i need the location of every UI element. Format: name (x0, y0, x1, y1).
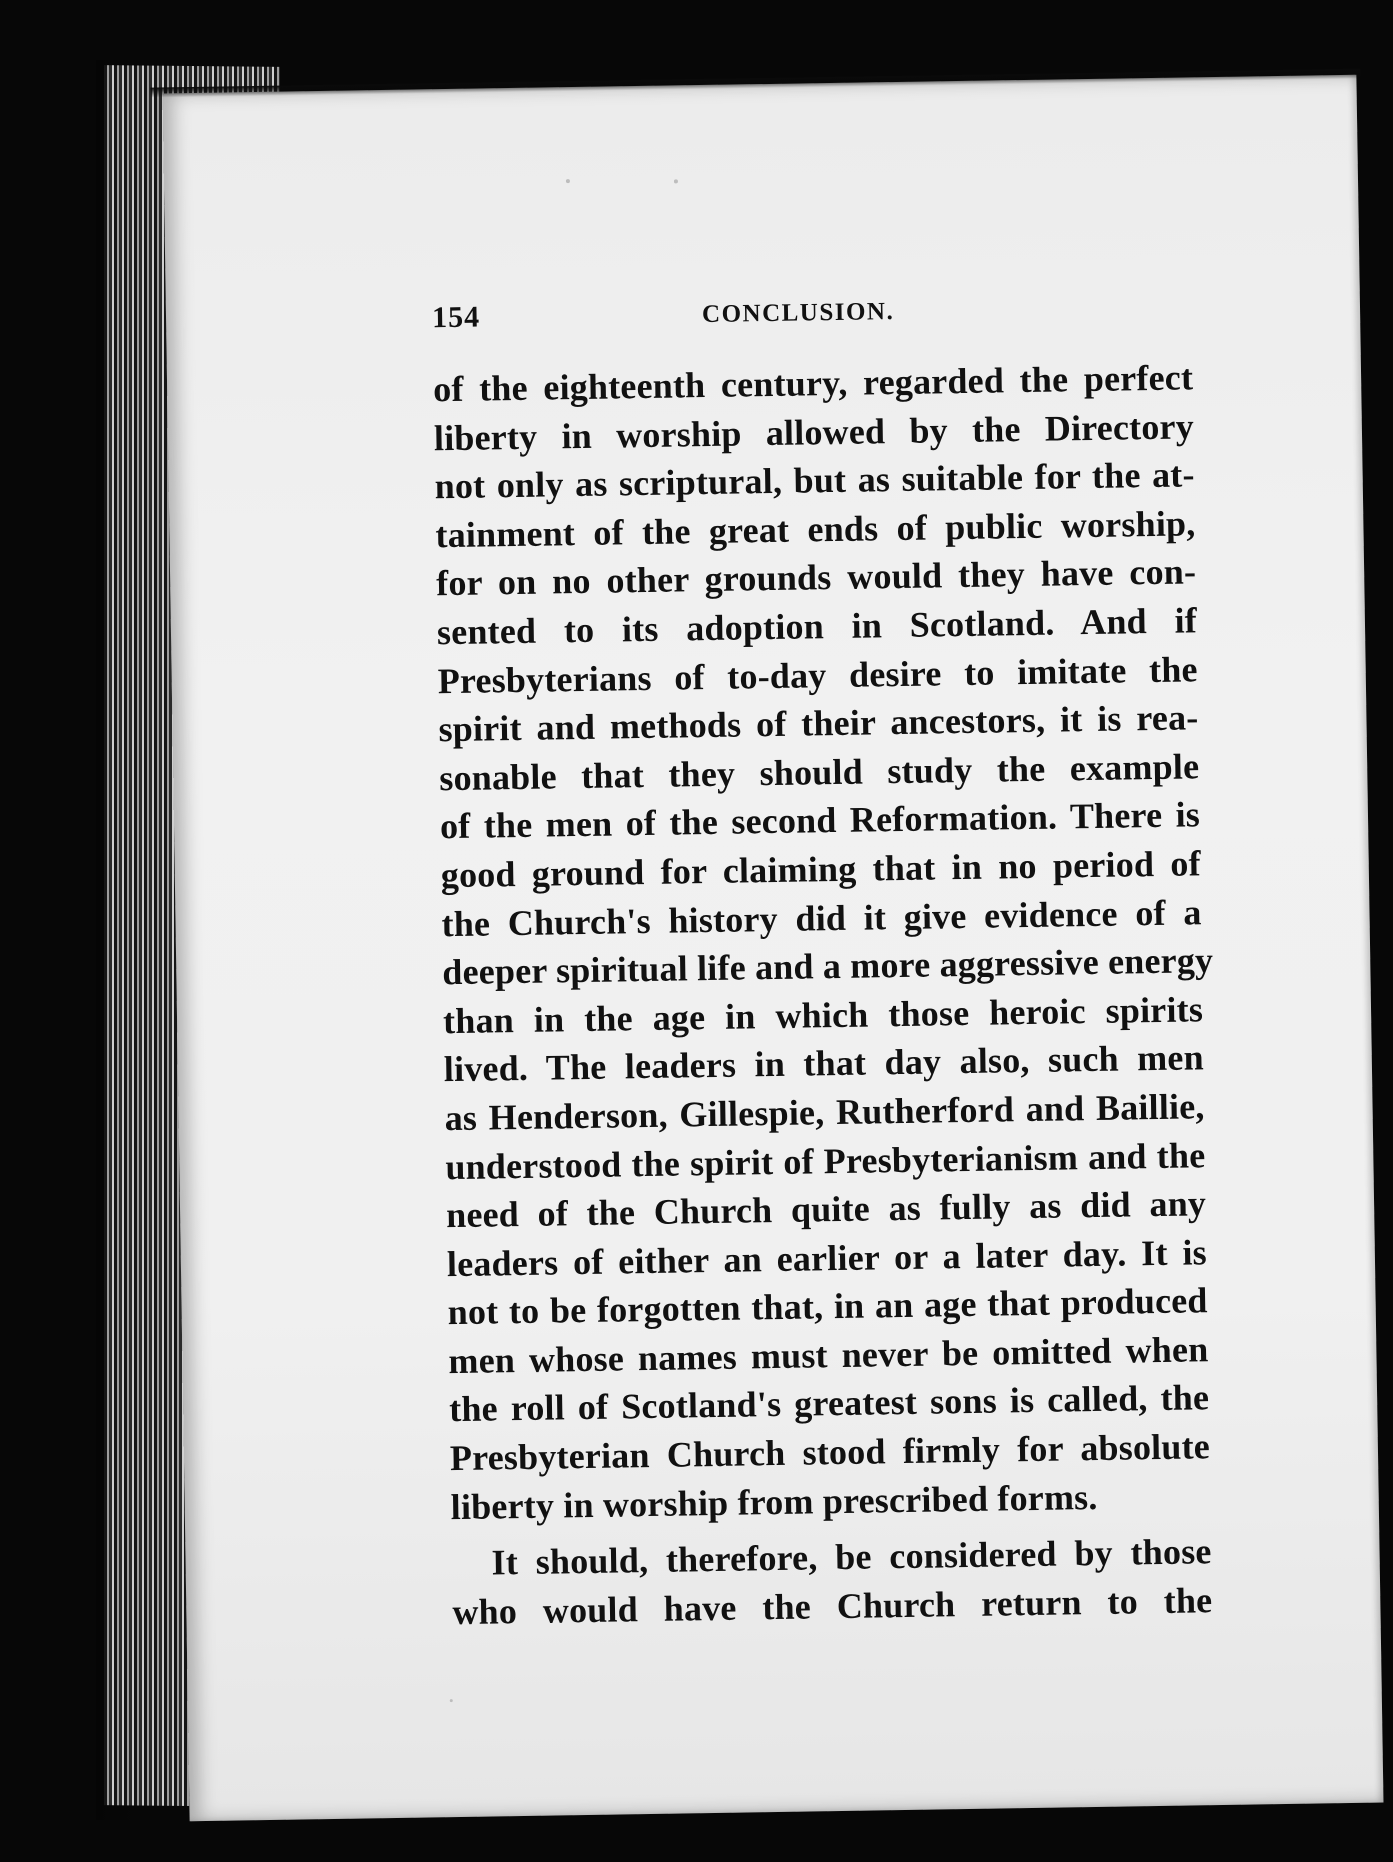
text-line: Presbyterian Church stood firmly for absolute (449, 1426, 1211, 1479)
text-line: It should, therefore, be considered by those (491, 1531, 1212, 1583)
text-line: of the men of the second Reformation. There is (439, 794, 1201, 847)
text-line: leaders of either an earlier or a later day. It is (446, 1231, 1208, 1284)
page-text (432, 289, 1213, 1636)
text-line: of the eighteenth century, regarded the perfect (432, 357, 1194, 410)
text-line: sonable that they should study the example (438, 746, 1200, 798)
text-line: good ground for claiming that in no period of (440, 843, 1202, 896)
paper-speck (566, 179, 570, 183)
text-line: the Church's history did it give evidence of a (441, 891, 1202, 944)
text-line: Presbyterians of to-day desire to imitate the (437, 648, 1198, 701)
text-line: liberty in worship allowed by the Directory (433, 405, 1195, 458)
text-line: liberty in worship from prescribed forms. (450, 1476, 1098, 1527)
paper-speck (674, 179, 678, 183)
text-line: sented to its adoption in Scotland. And if (436, 600, 1198, 653)
text-line: not to be forgotten that, in an age that produced (447, 1280, 1208, 1333)
text-line: men whose names must never be omitted when (448, 1329, 1209, 1382)
text-line: for on no other grounds would they have con- (435, 551, 1197, 604)
paragraph (451, 1527, 1212, 1636)
paragraph (432, 353, 1214, 1531)
page-number: 154 (431, 300, 481, 335)
text-line: not only as scriptural, but as suitable for the at- (434, 454, 1195, 507)
book-page (163, 75, 1384, 1822)
paper-speck (450, 1699, 453, 1702)
text-line: need of the Church quite as fully as did any (445, 1183, 1207, 1236)
text-line: who would have the Church return to the (452, 1580, 1213, 1632)
text-line: than in the age in which those heroic spirits (442, 988, 1204, 1041)
text-line: as Henderson, Gillespie, Rutherford and Baillie, (444, 1086, 1205, 1139)
text-line: deeper spiritual life and a more aggressive energy (442, 940, 1214, 993)
text-line: spirit and methods of their ancestors, it is rea- (438, 697, 1199, 750)
text-line: lived. The leaders in that day also, such men (443, 1037, 1205, 1090)
running-head: CONCLUSION. (701, 298, 895, 329)
text-line: the roll of Scotland's greatest sons is called, the (448, 1377, 1210, 1430)
text-line: understood the spirit of Presbyterianism and the (445, 1134, 1206, 1187)
text-line: tainment of the great ends of public worship, (435, 503, 1196, 556)
page-header (432, 289, 1193, 351)
